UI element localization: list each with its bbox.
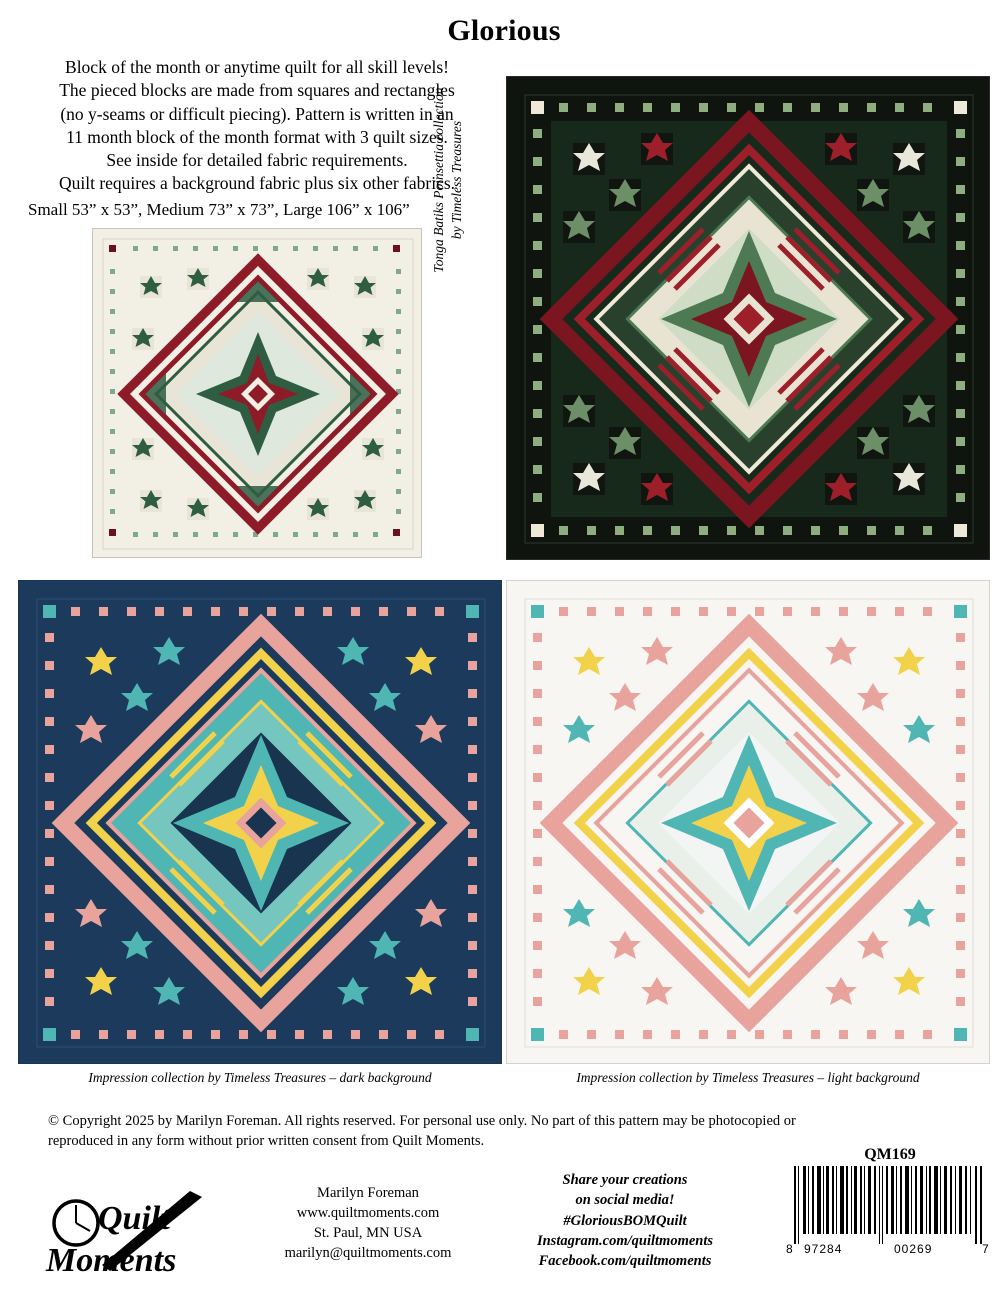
contact-city: St. Paul, MN USA <box>313 1225 423 1241</box>
quilt-sizes: Small 53” x 53”, Medium 73” x 73”, Large 106” x 106” <box>28 199 410 219</box>
page-title: Glorious <box>447 14 561 47</box>
intro-line-5: See inside for detailed fabric requirements. <box>106 150 408 171</box>
social-block <box>490 1170 760 1271</box>
caption-tonga-line2: by Timeless Treasures <box>448 120 464 240</box>
intro-line-6: Quilt requires a background fabric plus six other fabrics. <box>58 173 456 194</box>
quilt-illustration-black <box>507 77 989 559</box>
contact-email[interactable]: marilyn@quiltmoments.com <box>284 1245 452 1261</box>
intro-line-4: 11 month block of the month format with 3 quilt sizes. <box>66 126 448 147</box>
intro-line-3: (no y-seams or difficult piecing). Pattern is written in an <box>60 103 454 124</box>
barcode-bars <box>794 1166 986 1244</box>
barcode-digit-left: 8 <box>786 1242 794 1256</box>
contact-website[interactable]: www.quiltmoments.com <box>296 1205 440 1221</box>
social-line-1: Share your creations <box>562 1172 688 1188</box>
quilt-illustration-cream <box>93 229 421 557</box>
quilt-illustration-light <box>507 581 989 1063</box>
copyright-line-2: reproduced in any form without prior written consent from Quilt Moments. <box>48 1132 485 1149</box>
quilt-illustration-dark <box>19 581 501 1063</box>
copyright-line-1: © Copyright 2025 by Marilyn Foreman. All rights reserved. For personal use only. No part of this pattern may be photocopied or <box>48 1113 796 1129</box>
barcode <box>786 1166 994 1264</box>
intro-line-1: Block of the month or anytime quilt for all skill levels! <box>65 57 449 77</box>
quilt-photo-light-background <box>506 580 990 1064</box>
contact-name: Marilyn Foreman <box>317 1185 419 1201</box>
svg-text:Moments: Moments <box>46 1242 177 1279</box>
barcode-group-2: 00269 <box>894 1242 933 1256</box>
intro-line-2: The pieced blocks are made from squares and rectangles <box>59 80 455 101</box>
caption-dark-background: Impression collection by Timeless Treasures – dark background <box>88 1070 432 1085</box>
quilt-moments-logo <box>40 1185 245 1280</box>
quilt-photo-dark-background <box>18 580 502 1064</box>
contact-block <box>248 1183 488 1263</box>
social-facebook[interactable]: Facebook.com/quiltmoments <box>538 1253 712 1270</box>
social-instagram[interactable]: Instagram.com/quiltmoments <box>536 1232 714 1249</box>
caption-tonga-batiks <box>430 60 465 300</box>
social-line-2: on social media! <box>575 1192 675 1209</box>
svg-text:Quilt: Quilt <box>98 1200 170 1237</box>
caption-light-background: Impression collection by Timeless Treasures – light background <box>576 1070 920 1085</box>
quilt-photo-black <box>506 76 990 560</box>
intro-text <box>22 56 492 221</box>
product-sku: QM169 <box>864 1146 916 1163</box>
logo-icon <box>40 1185 245 1280</box>
quilt-photo-cream <box>92 228 422 558</box>
social-hashtag: #GloriousBOMQuilt <box>563 1212 687 1229</box>
barcode-group-1: 97284 <box>804 1242 843 1256</box>
barcode-digit-right: 7 <box>982 1242 990 1256</box>
caption-tonga-line1: Tonga Batiks Poinsettia collection <box>431 87 446 273</box>
